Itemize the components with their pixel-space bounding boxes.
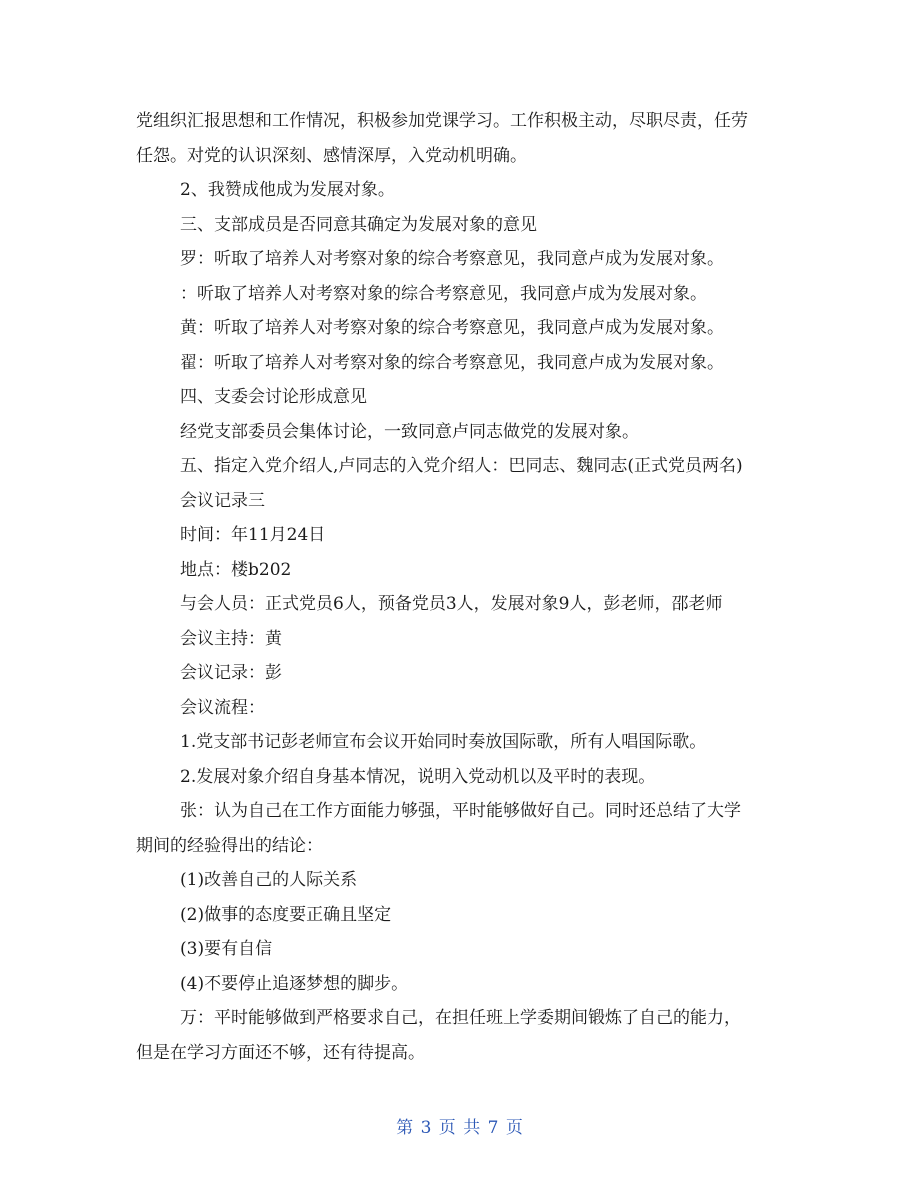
text-line: 三、支部成员是否同意其确定为发展对象的意见	[180, 214, 537, 235]
text-line: 时间：年11月24日	[180, 525, 326, 545]
text-line: (4)不要停止追逐梦想的脚步。	[180, 973, 409, 994]
text-line: 但是在学习方面还不够，还有待提高。	[136, 1042, 425, 1063]
text-line: 万：平时能够做到严格要求自己，在担任班上学委期间锻炼了自己的能力，	[180, 1008, 741, 1028]
text-line: 2、我赞成他成为发展对象。	[180, 180, 395, 200]
text-line: 会议流程：	[180, 697, 265, 718]
text-line: 党组织汇报思想和工作情况，积极参加党课学习。工作积极主动，尽职尽责，任劳	[136, 111, 748, 131]
text-line: 会议记录三	[180, 490, 265, 511]
text-line: (1)改善自己的人际关系	[180, 870, 358, 890]
text-line: 经党支部委员会集体讨论，一致同意卢同志做党的发展对象。	[180, 421, 639, 442]
text-line: 会议主持：黄	[180, 628, 282, 649]
text-line: 期间的经验得出的结论：	[136, 835, 323, 856]
text-line: (2)做事的态度要正确且坚定	[180, 904, 392, 925]
text-line: (3)要有自信	[180, 939, 273, 959]
text-line: 五、指定入党介绍人,卢同志的入党介绍人：巴同志、魏同志(正式党员两名)	[180, 456, 743, 476]
text-line: ：听取了培养人对考察对象的综合考察意见，我同意卢成为发展对象。	[180, 283, 707, 304]
text-line: 四、支委会讨论形成意见	[180, 387, 367, 407]
text-line: 黄：听取了培养人对考察对象的综合考察意见，我同意卢成为发展对象。	[180, 318, 724, 338]
text-line: 翟：听取了培养人对考察对象的综合考察意见，我同意卢成为发展对象。	[180, 352, 724, 373]
text-line: 2.发展对象介绍自身基本情况，说明入党动机以及平时的表现。	[180, 766, 656, 787]
text-line: 1.党支部书记彭老师宣布会议开始同时奏放国际歌，所有人唱国际歌。	[180, 732, 707, 752]
text-line: 张：认为自己在工作方面能力够强，平时能够做好自己。同时还总结了大学	[180, 801, 741, 821]
page-footer: 第 3 页 共 7 页	[396, 1118, 524, 1138]
document-body	[136, 104, 786, 1070]
text-line: 与会人员：正式党员6人，预备党员3人，发展对象9人，彭老师，邵老师	[180, 594, 723, 614]
text-line: 地点：楼b202	[180, 559, 292, 580]
text-line: 罗：听取了培养人对考察对象的综合考察意见，我同意卢成为发展对象。	[180, 249, 724, 269]
text-line: 会议记录：彭	[180, 663, 282, 683]
text-line: 任怨。对党的认识深刻、感情深厚，入党动机明确。	[136, 145, 527, 166]
